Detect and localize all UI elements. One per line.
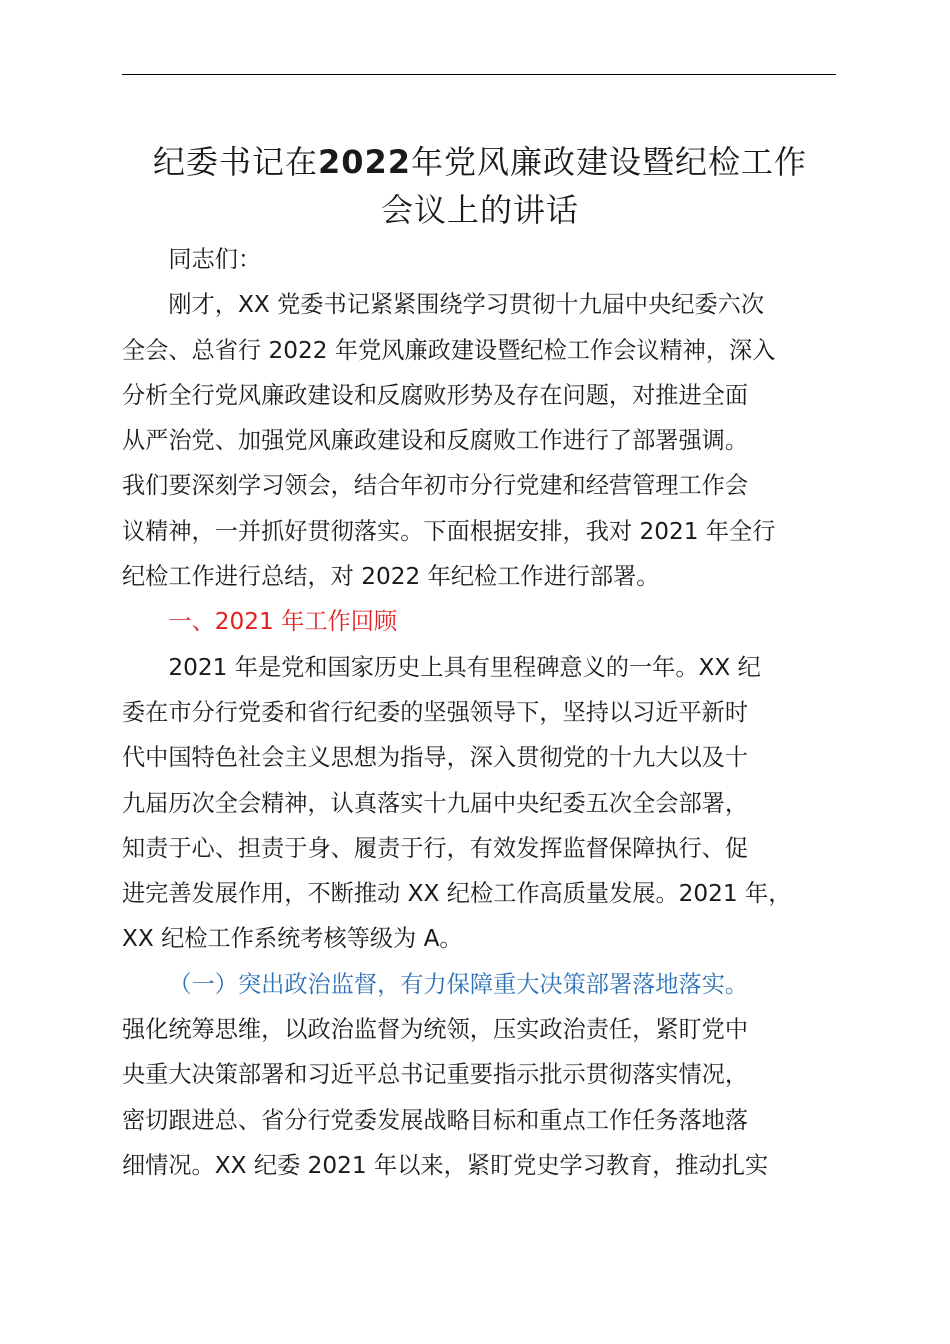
title-year: 2022: [317, 143, 412, 181]
para-line: 分析全行党风廉政建设和反腐败形势及存在问题，对推进全面: [122, 381, 749, 409]
paragraph-review: [122, 645, 838, 962]
title-line-1: [110, 138, 850, 186]
para-line: 刚才，XX 党委书记紧紧围绕学习贯彻十九届中央纪委六次: [168, 291, 765, 319]
document-body: [122, 237, 838, 1188]
para-line: 从严治党、加强党风廉政建设和反腐败工作进行了部署强调。: [122, 427, 749, 455]
para-line: 我们要深刻学习领会，结合年初市分行党建和经营管理工作会: [122, 472, 749, 500]
title-line-2: 会议上的讲话: [380, 191, 579, 229]
document-title: [110, 138, 850, 234]
para-line: 2021 年是党和国家历史上具有里程碑意义的一年。XX 纪: [168, 653, 761, 681]
paragraph-intro: [122, 282, 838, 599]
para-line: 委在市分行党委和省行纪委的坚强领导下，坚持以习近平新时: [122, 698, 749, 726]
para-line: 细情况。XX 纪委 2021 年以来，紧盯党史学习教育，推动扎实: [122, 1151, 769, 1179]
para-line: 九届历次全会精神，认真落实十九届中央纪委五次全会部署，: [122, 789, 749, 817]
header-rule: [122, 74, 836, 75]
para-line: 知责于心、担责于身、履责于行，有效发挥监督保障执行、促: [122, 834, 749, 862]
para-line: 纪检工作进行总结，对 2022 年纪检工作进行部署。: [122, 563, 660, 591]
para-line: XX 纪检工作系统考核等级为 A。: [122, 925, 463, 953]
para-line: 议精神，一并抓好贯彻落实。下面根据安排，我对 2021 年全行: [122, 517, 776, 545]
para-line: 强化统筹思维，以政治监督为统领，压实政治责任，紧盯党中: [122, 1016, 749, 1044]
para-line: 全会、总省行 2022 年党风廉政建设暨纪检工作会议精神，深入: [122, 336, 776, 364]
para-line: 央重大决策部署和习近平总书记重要指示批示贯彻落实情况，: [122, 1061, 749, 1089]
title-prefix: 纪委书记在: [152, 143, 318, 181]
para-line: 进完善发展作用，不断推动 XX 纪检工作高质量发展。2021 年，: [122, 880, 792, 908]
paragraph-political-supervision: [122, 1007, 838, 1188]
section-heading: 一、2021 年工作回顾: [168, 608, 398, 636]
salutation: 同志们：: [168, 246, 262, 273]
para-line: 密切跟进总、省分行党委发展战略目标和重点工作任务落地落: [122, 1106, 749, 1134]
para-line: 代中国特色社会主义思想为指导，深入贯彻党的十九大以及十: [122, 744, 749, 772]
sub-heading: （一）突出政治监督，有力保障重大决策部署落地落实。: [168, 970, 749, 998]
title-suffix: 年党风廉政建设暨纪检工作: [411, 143, 808, 181]
